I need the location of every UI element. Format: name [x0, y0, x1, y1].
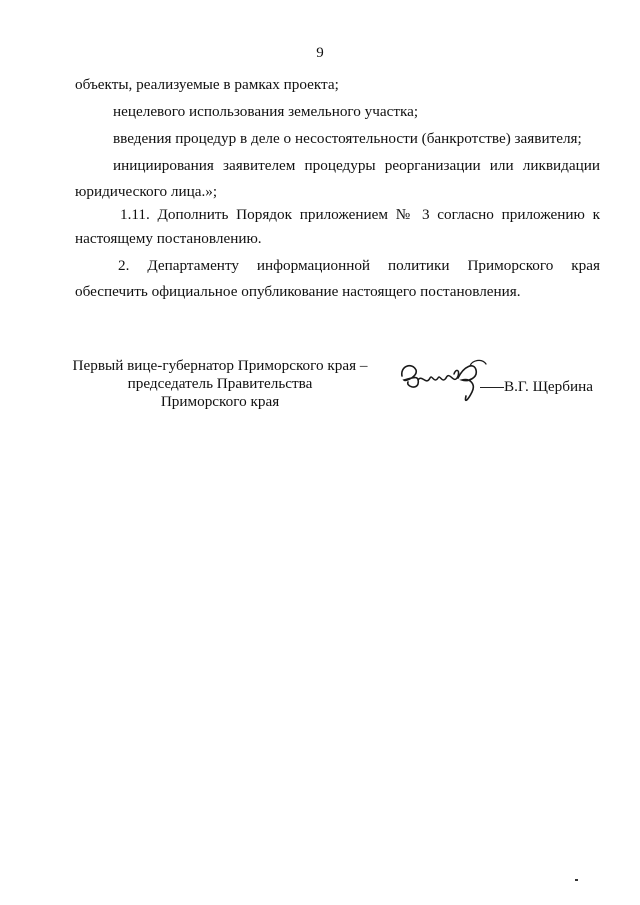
signer-name: В.Г. Щербина [504, 378, 593, 395]
page-number: 9 [316, 45, 324, 61]
position-line-3: Приморского края [160, 393, 280, 410]
body-line-9: обеспечить официальное опубликование настоящего постановления. [75, 283, 521, 300]
body-line-8: 2. Департаменту информационной политики Приморского края [118, 257, 600, 274]
position-line-2: председатель Правительства [127, 375, 313, 392]
signer [480, 378, 593, 396]
body-line-3: введения процедур в деле о несостоятельности (банкротстве) заявителя; [113, 130, 582, 147]
body-line-2: нецелевого использования земельного участка; [113, 103, 419, 120]
scan-speck [575, 879, 578, 881]
body-line-7: настоящему постановлению. [75, 230, 262, 247]
signature-dash [480, 387, 504, 388]
body-line-6: 1.11. Дополнить Порядок приложением № 3 согласно приложению к [120, 206, 600, 223]
body-line-4: инициирования заявителем процедуры реорганизации или ликвидации [113, 157, 600, 174]
body-line-5: юридического лица.»; [75, 183, 218, 200]
position-line-1: Первый вице-губернатор Приморского края – [72, 357, 368, 374]
signatory-position [60, 357, 380, 411]
body-line-1: объекты, реализуемые в рамках проекта; [75, 76, 339, 93]
